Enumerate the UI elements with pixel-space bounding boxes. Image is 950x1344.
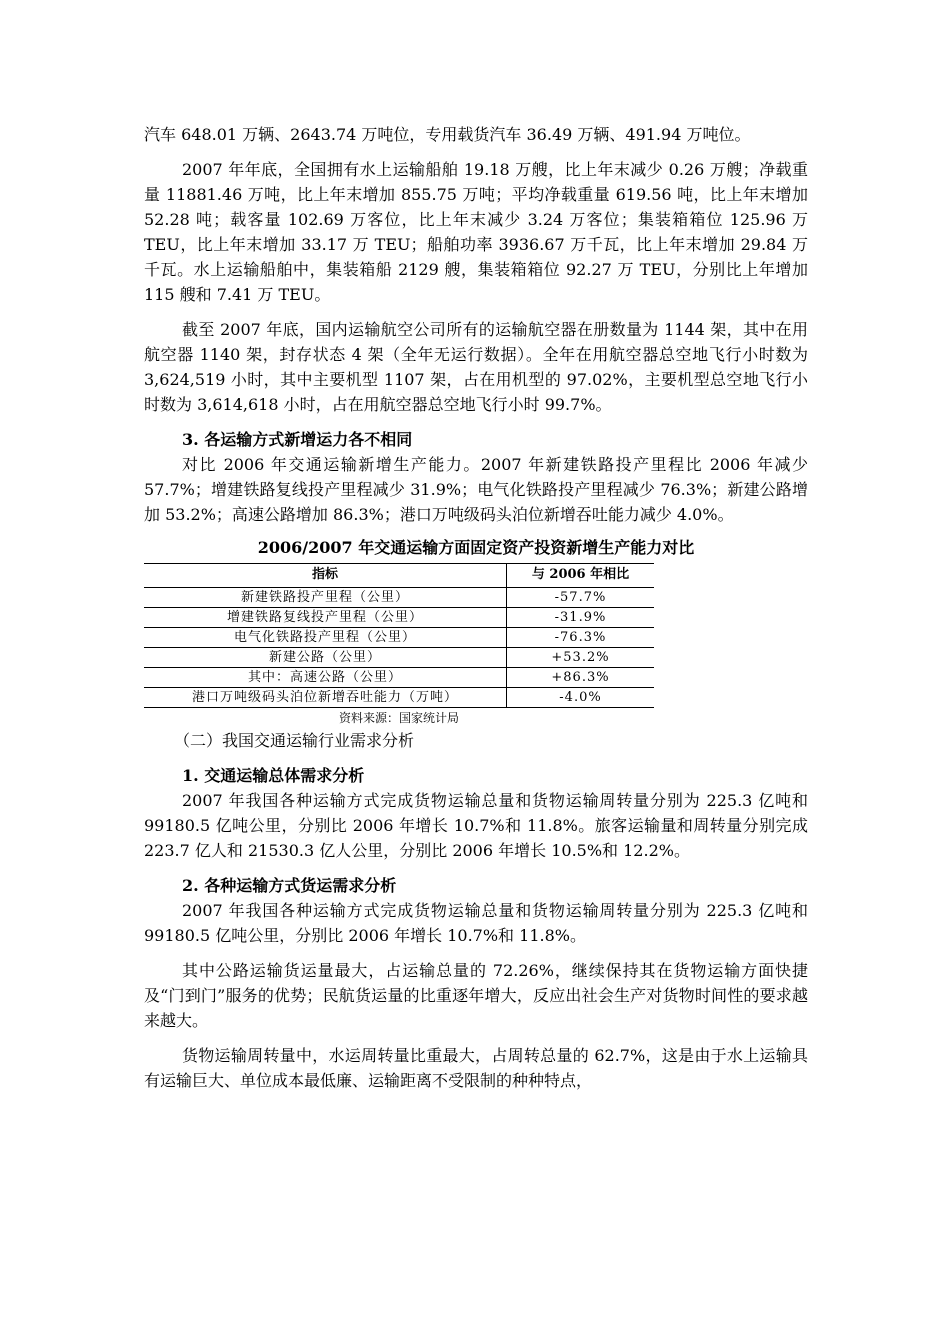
- paragraph-overall-demand: 2007 年我国各种运输方式完成货物运输总量和货物运输周转量分别为 225.3 亿吨和 99180.5 亿吨公里，分别比 2006 年增长 10.7%和 11.8%。旅客运输量和周转量分别完成 223.7 亿人和 21530.3 亿人公里，分别比 2006 年增长 10.5%和 12.2%。: [144, 791, 808, 860]
- document-page: [144, 122, 808, 1093]
- paragraph-freight-demand: 2007 年我国各种运输方式完成货物运输总量和货物运输周转量分别为 225.3 亿吨和 99180.5 亿吨公里，分别比 2006 年增长 10.7%和 11.8%。: [144, 901, 808, 945]
- row-label: 增建铁路复线投产里程（公里）: [144, 608, 506, 628]
- heading-overall-demand: 1. 交通运输总体需求分析: [182, 766, 365, 785]
- row-value: -57.7%: [506, 588, 654, 608]
- table-row: [144, 608, 654, 628]
- table-row: [144, 688, 654, 708]
- row-value: -4.0%: [506, 688, 654, 708]
- row-label: 新建公路（公里）: [144, 648, 506, 668]
- table-header-row: [144, 564, 654, 588]
- heading-new-capacity: 3. 各运输方式新增运力各不相同: [182, 430, 413, 449]
- row-value: -31.9%: [506, 608, 654, 628]
- row-label: 电气化铁路投产里程（公里）: [144, 628, 506, 648]
- paragraph-water-turnover: 货物运输周转量中，水运周转量比重最大，占周转总量的 62.7%，这是由于水上运输具有运输巨大、单位成本最低廉、运输距离不受限制的种种特点，: [144, 1046, 808, 1090]
- table-source: 资料来源：国家统计局: [338, 711, 459, 725]
- paragraph-aviation: 截至 2007 年底，国内运输航空公司所有的运输航空器在册数量为 1144 架，其中在用航空器 1140 架，封存状态 4 架（全年无运行数据）。全年在用航空器总空地飞行小时数为 3,624,519 小时，其中主要机型 1107 架，占在用机型的 97.02%，主要机型总空地飞行小时数为 3,614,618 小时，占在用航空器总空地飞行小时 99.7%。: [144, 320, 808, 414]
- row-label: 新建铁路投产里程（公里）: [144, 588, 506, 608]
- row-label: 港口万吨级码头泊位新增吞吐能力（万吨）: [144, 688, 506, 708]
- header-compare: 与 2006 年相比: [506, 564, 654, 588]
- row-label: 其中：高速公路（公里）: [144, 668, 506, 688]
- table-title: 2006/2007 年交通运输方面固定资产投资新增生产能力对比: [257, 538, 695, 557]
- heading-freight-demand: 2. 各种运输方式货运需求分析: [182, 876, 397, 895]
- row-value: +86.3%: [506, 668, 654, 688]
- paragraph-road-freight: 其中公路运输货运量最大，占运输总量的 72.26%，继续保持其在货物运输方面快捷及“门到门”服务的优势；民航货运量的比重逐年增大，反应出社会生产对货物时间性的要求越来越大。: [144, 961, 808, 1030]
- paragraph-water-transport: 2007 年年底，全国拥有水上运输船舶 19.18 万艘，比上年末减少 0.26 万艘；净载重量 11881.46 万吨，比上年末增加 855.75 万吨；平均净载重量 619.56 吨，比上年末增加 52.28 吨；载客量 102.69 万客位，比上年末减少 3.24 万客位；集装箱箱位 125.96 万 TEU，比上年末增加 33.17 万 TEU；船舶功率 3936.67 万千瓦，比上年末增加 29.84 万千瓦。水上运输船舶中，集装箱船 2129 艘，集装箱箱位 92.27 万 TEU，分别比上年增加 115 艘和 7.41 万 TEU。: [144, 160, 808, 304]
- table-row: [144, 628, 654, 648]
- section-title-demand: （二）我国交通运输行业需求分析: [174, 731, 415, 750]
- table-row: [144, 648, 654, 668]
- header-indicator: 指标: [144, 564, 506, 588]
- table-row: [144, 668, 654, 688]
- paragraph-vehicles: 汽车 648.01 万辆、2643.74 万吨位，专用载货汽车 36.49 万辆、491.94 万吨位。: [144, 125, 751, 144]
- row-value: +53.2%: [506, 648, 654, 668]
- table-row: [144, 588, 654, 608]
- paragraph-new-capacity: 对比 2006 年交通运输新增生产能力。2007 年新建铁路投产里程比 2006 年减少 57.7%；增建铁路复线投产里程减少 31.9%；电气化铁路投产里程减少 76.3%；新建公路增加 53.2%；高速公路增加 86.3%；港口万吨级码头泊位新增吞吐能力减少 4.0%。: [144, 455, 808, 524]
- capacity-table: [144, 563, 654, 708]
- row-value: -76.3%: [506, 628, 654, 648]
